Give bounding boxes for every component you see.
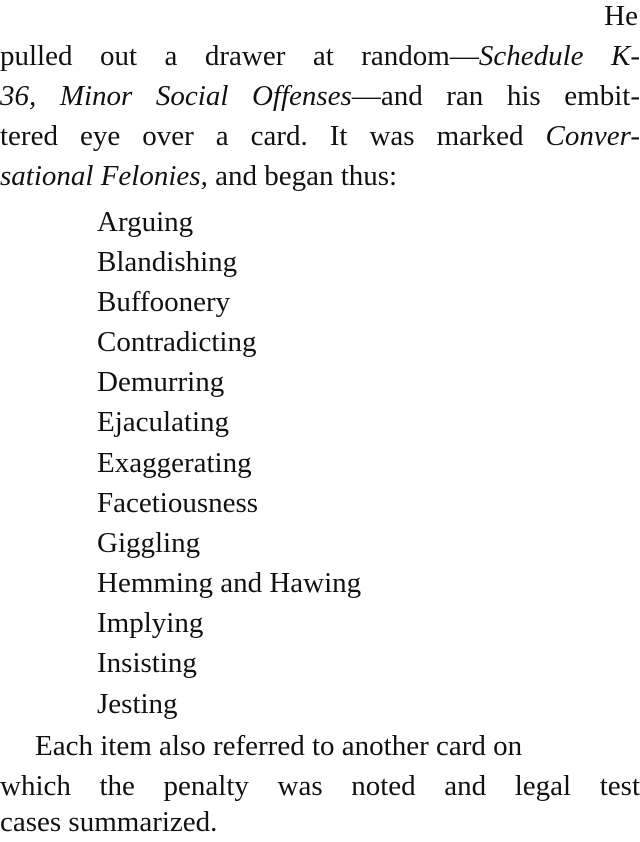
line-fragment: pulled out a drawer at random— bbox=[0, 40, 479, 72]
list-item: Demurring bbox=[97, 366, 225, 398]
list-item: Arguing bbox=[97, 206, 194, 238]
text-line-closing-1 bbox=[0, 726, 640, 766]
line-fragment: He bbox=[604, 0, 638, 32]
text-line-closing-3 bbox=[0, 802, 640, 842]
list-item: Exaggerating bbox=[97, 447, 252, 479]
text-line-closing-2 bbox=[0, 766, 640, 806]
text-line-5 bbox=[0, 156, 640, 196]
text-line-2 bbox=[0, 36, 640, 76]
italic-fragment: sational Felonies, bbox=[0, 160, 208, 192]
list-item: Blandishing bbox=[97, 246, 238, 278]
italic-fragment: Schedule K- bbox=[478, 40, 640, 72]
text-line-3 bbox=[0, 76, 640, 116]
list-item: Ejaculating bbox=[97, 406, 230, 438]
line-fragment: Each item also referred to another card on bbox=[35, 730, 523, 762]
list-item: Implying bbox=[97, 607, 204, 639]
list-item: Facetiousness bbox=[97, 487, 259, 519]
list-item: Buffoonery bbox=[97, 286, 231, 318]
list-item: Giggling bbox=[97, 527, 201, 559]
italic-fragment: Conver- bbox=[545, 120, 640, 152]
italic-fragment: 36, Minor Social Offenses bbox=[0, 80, 352, 112]
text-line-4 bbox=[0, 116, 640, 156]
text-line-1 bbox=[0, 0, 640, 36]
list-item: Hemming and Hawing bbox=[97, 567, 362, 599]
list-item: Jesting bbox=[97, 688, 178, 720]
list-item: Contradicting bbox=[97, 326, 257, 358]
line-fragment: —and ran his embit- bbox=[351, 80, 640, 112]
line-fragment: and began thus: bbox=[207, 160, 398, 192]
line-fragment: cases summarized. bbox=[0, 806, 218, 838]
list-item: Insisting bbox=[97, 647, 197, 679]
line-fragment: which the penalty was noted and legal test bbox=[0, 770, 640, 802]
line-fragment: tered eye over a card. It was marked bbox=[0, 120, 546, 152]
